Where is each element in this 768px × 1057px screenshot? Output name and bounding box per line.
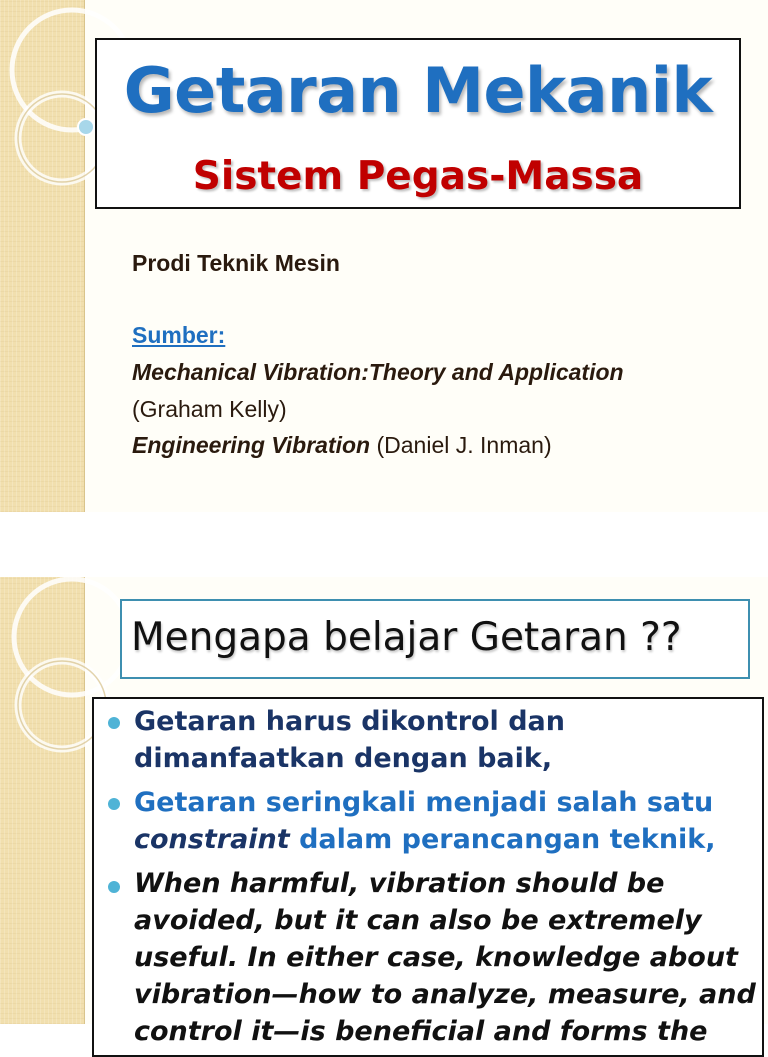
slide-gap — [0, 512, 768, 577]
sources-heading: Sumber: — [132, 322, 226, 348]
bullet-icon — [108, 717, 122, 731]
bullet-3-line-3: useful. In either case, knowledge about — [134, 942, 738, 973]
reference-2 — [132, 432, 552, 459]
content-slide — [0, 577, 768, 1047]
bullet-icon — [108, 881, 122, 895]
bullet-list-box — [92, 697, 764, 1057]
bullet-1-line-1: Getaran harus dikontrol dan — [134, 706, 565, 737]
reference-1-title: Mechanical Vibration:Theory and Application — [132, 359, 624, 385]
bullet-2-line-2 — [134, 821, 716, 858]
slide-subtitle: Sistem Pegas-Massa — [192, 154, 644, 199]
bullet-icon — [108, 798, 122, 812]
reference-2-author: (Daniel J. Inman) — [370, 432, 552, 458]
bullet-3-line-2: avoided, but it can also be extremely — [134, 905, 702, 936]
bullet-3-line-5: control it—is beneficial and forms the — [134, 1016, 708, 1047]
bullet-3-line-1: When harmful, vibration should be — [134, 868, 665, 899]
program-name: Prodi Teknik Mesin — [132, 250, 340, 276]
question-heading: Mengapa belajar Getaran ?? — [131, 615, 682, 660]
title-box — [95, 38, 741, 209]
reference-1-author: (Graham Kelly) — [132, 396, 287, 422]
title-slide — [0, 0, 768, 512]
question-box — [120, 599, 750, 679]
bullet-2-line-2-rest: dalam perancangan teknik, — [289, 824, 716, 855]
reference-2-title: Engineering Vibration — [132, 432, 371, 458]
slide-title: Getaran Mekanik — [123, 54, 713, 127]
bullet-1-line-2: dimanfaatkan dengan baik, — [134, 743, 553, 774]
constraint-term: constraint — [134, 824, 290, 855]
bullet-2-line-1: Getaran seringkali menjadi salah satu — [134, 787, 714, 818]
bullet-3-line-4: vibration—how to analyze, measure, and — [134, 979, 756, 1010]
